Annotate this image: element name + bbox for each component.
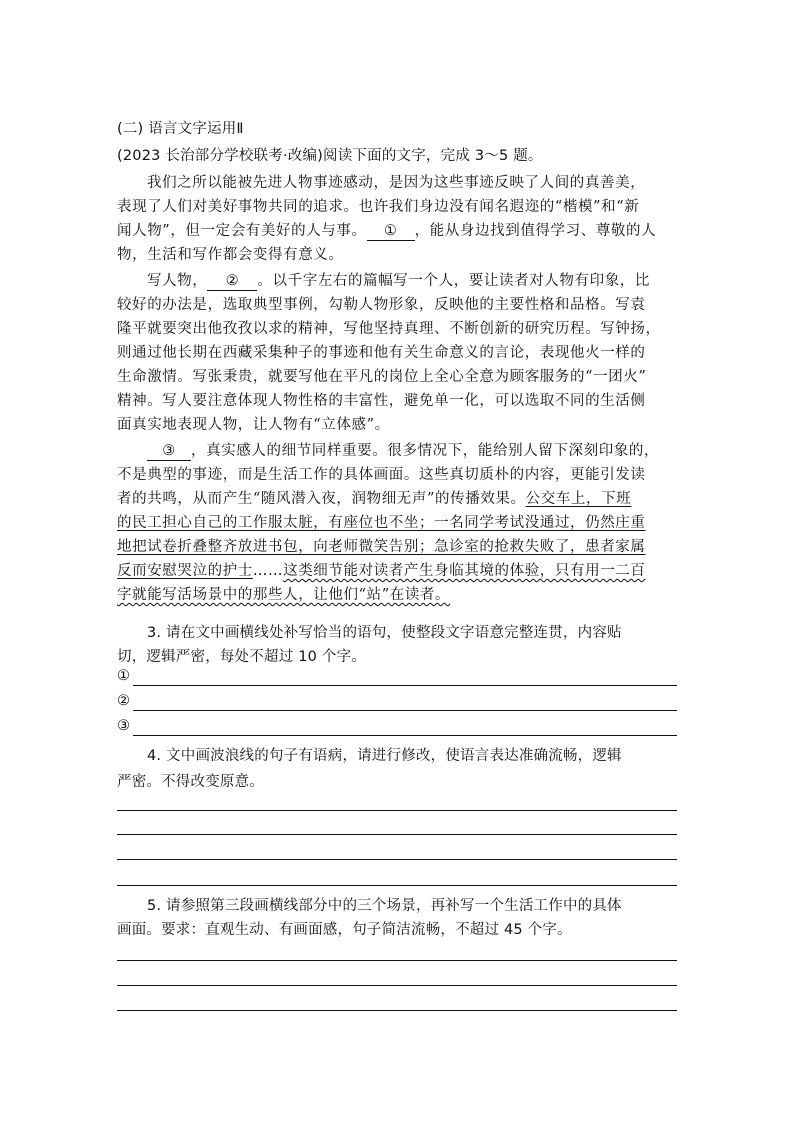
answer-rule[interactable] — [117, 810, 677, 811]
passage-line: 不是典型的事迹，而是生活工作的具体画面。这些真切质朴的内容，更能引发读 — [117, 467, 646, 483]
passage-text: ，真实感人的细节同样重要。很多情况下，能给别人留下深刻印象的， — [191, 443, 660, 459]
underlined-scene-line: 的民工担心自己的工作服太脏，有座位也不坐；一名同学考试没通过，仍然庄重 — [117, 515, 646, 531]
question-5-text: 画面。要求：直观生动、有画面感，句子简洁流畅，不超过 45 个字。 — [117, 922, 572, 938]
passage-line — [117, 220, 677, 242]
source-line: (2023 长治部分学校联考·改编)阅读下面的文字，完成 3～5 题。 — [117, 148, 543, 164]
underlined-scene-text: 反而安慰哭泣的护士 — [117, 563, 253, 579]
answer-rule[interactable] — [117, 960, 677, 961]
answer-line-3[interactable] — [117, 718, 677, 740]
passage-line — [147, 440, 707, 462]
passage-line: 则通过他长期在西藏采集种子的事迹和他有关生命意义的言论，表现他火一样的 — [117, 345, 646, 361]
passage-text: 者的共鸣，从而产生“随风潜入夜，润物细无声”的传播效果。 — [117, 491, 526, 507]
wavy-underlined-sentence: 这类细节能对读者产生身临其境的体验，只有用一二百 — [283, 563, 646, 579]
blank-3: ③ — [147, 442, 191, 461]
answer-rule — [133, 685, 677, 686]
section-title: (二) 语言文字运用Ⅱ — [117, 121, 244, 137]
wavy-underlined-sentence: 字就能写活场景中的那些人，让他们“站”在读者。 — [117, 587, 451, 603]
question-4-text: 4. 文中画波浪线的句子有语病，请进行修改，使语言表达准确流畅，逻辑 — [147, 748, 622, 764]
underlined-scene-line: 地把试卷折叠整齐放进书包，向老师微笑告别；急诊室的抢救失败了，患者家属 — [117, 539, 646, 555]
underlined-scene-text: 公交车上，下班 — [525, 491, 632, 507]
answer-mark: ① — [117, 668, 130, 684]
answer-rule[interactable] — [117, 985, 677, 986]
answer-rule — [133, 735, 677, 736]
answer-line-2[interactable] — [117, 693, 677, 715]
question-3-text: 3. 请在文中画横线处补写恰当的语句，使整段文字语意完整连贯，内容贴 — [147, 625, 622, 641]
question-4-text: 严密。不得改变原意。 — [117, 774, 264, 790]
passage-line: 表现了人们对美好事物共同的追求。也许我们身边没有闻名遐迩的“楷模”和“新 — [117, 199, 640, 215]
passage-line — [147, 270, 707, 292]
question-3-text: 切，逻辑严密，每处不超过 10 个字。 — [117, 649, 366, 665]
passage-line: 物，生活和写作都会变得有意义。 — [117, 247, 344, 263]
answer-rule[interactable] — [117, 834, 677, 835]
passage-text: 闻人物”，但一定会有美好的人与事。 — [117, 223, 367, 239]
passage-text: 。以千字左右的篇幅写一个人，要让读者对人物有印象，比 — [257, 273, 651, 289]
blank-1: ① — [367, 222, 415, 241]
passage-line: 我们之所以能被先进人物事迹感动，是因为这些事迹反映了人间的真善美， — [147, 175, 646, 191]
passage-line — [117, 560, 677, 582]
answer-rule — [133, 710, 677, 711]
answer-line-1[interactable] — [117, 668, 677, 690]
passage-line: 较好的办法是，选取典型事例，勾勒人物形象，反映他的主要性格和品格。写袁 — [117, 297, 646, 313]
passage-line: 隆平就要突出他孜孜以求的精神，写他坚持真理、不断创新的研究历程。写钟扬， — [117, 321, 661, 337]
passage-text: 写人物， — [147, 273, 208, 289]
passage-line — [117, 488, 677, 510]
passage-line: 生命激情。写张秉贵，就要写他在平凡的岗位上全心全意为顾客服务的“一团火” — [117, 369, 647, 385]
blank-2: ② — [207, 272, 257, 291]
question-5-text: 5. 请参照第三段画横线部分中的三个场景，再补写一个生活工作中的具体 — [147, 898, 622, 914]
passage-line: 面真实地表现人物，让人物有“立体感”。 — [117, 417, 390, 433]
answer-rule[interactable] — [117, 885, 677, 886]
answer-mark: ② — [117, 693, 130, 709]
passage-line: 精神。写人要注意体现人物性格的丰富性，避免单一化，可以选取不同的生活侧 — [117, 393, 646, 409]
answer-rule[interactable] — [117, 1010, 677, 1011]
passage-text: …… — [252, 563, 284, 579]
answer-mark: ③ — [117, 718, 130, 734]
answer-rule[interactable] — [117, 859, 677, 860]
passage-text: ，能从身边找到值得学习、尊敬的人 — [414, 223, 657, 239]
